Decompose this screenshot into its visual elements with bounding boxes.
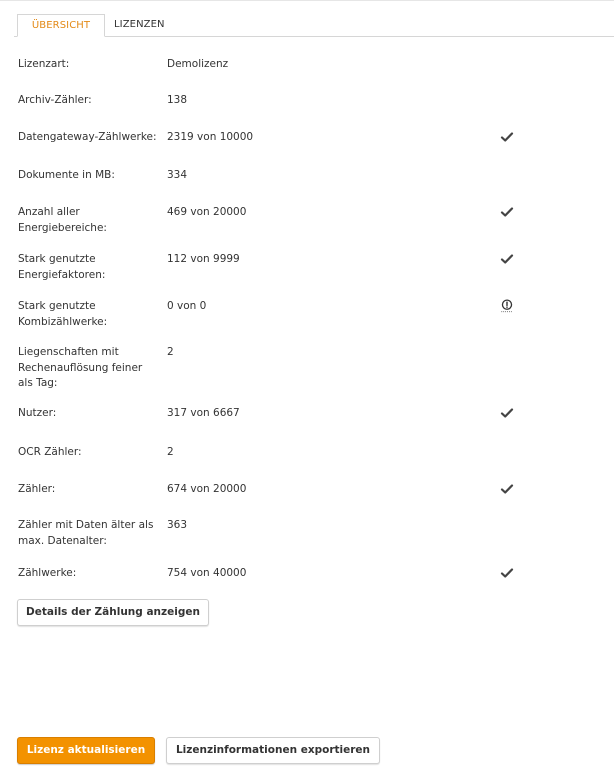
check-icon (500, 205, 514, 219)
check-icon (500, 130, 514, 144)
row-label: Zähler: (18, 483, 56, 495)
row-label: Anzahl aller Energiebereiche: (18, 206, 107, 234)
row-value: 2 (167, 346, 174, 358)
row-label: Lizenzart: (18, 58, 70, 70)
row-value: 334 (167, 169, 188, 181)
row-value: 363 (167, 519, 188, 531)
row-value: 112 von 9999 (167, 253, 240, 265)
details-button[interactable]: Details der Zählung anzeigen (17, 599, 209, 626)
row-label: Zähler mit Daten älter als max. Datenalter: (18, 519, 154, 547)
row-value: 469 von 20000 (167, 206, 247, 218)
row-value: 2319 von 10000 (167, 131, 254, 143)
row-label: Nutzer: (18, 407, 57, 419)
tab-uebersicht[interactable]: ÜBERSICHT (17, 14, 105, 37)
row-label: Liegenschaften mit Rechenauflösung feiner als Tag: (18, 346, 143, 389)
check-icon (500, 406, 514, 420)
row-label: Stark genutzte Kombizählwerke: (18, 300, 108, 328)
row-label: OCR Zähler: (18, 446, 82, 458)
row-value: 317 von 6667 (167, 407, 240, 419)
update-license-button[interactable]: Lizenz aktualisieren (17, 737, 155, 764)
row-value: 2 (167, 446, 174, 458)
row-label: Dokumente in MB: (18, 169, 115, 181)
row-label: Datengateway-Zählwerke: (18, 131, 157, 143)
row-label: Archiv-Zähler: (18, 94, 92, 106)
top-divider (0, 0, 614, 1)
row-value: Demolizenz (167, 58, 229, 70)
row-value: 0 von 0 (167, 300, 207, 312)
check-icon (500, 252, 514, 266)
row-label: Zählwerke: (18, 567, 77, 579)
check-icon (500, 482, 514, 496)
warning-icon[interactable] (500, 299, 514, 313)
tab-lizenzen[interactable]: LIZENZEN (114, 19, 165, 30)
row-value: 138 (167, 94, 188, 106)
check-icon (500, 566, 514, 580)
row-value: 674 von 20000 (167, 483, 247, 495)
tab-bar (14, 14, 614, 37)
row-value: 754 von 40000 (167, 567, 247, 579)
row-label: Stark genutzte Energiefaktoren: (18, 253, 106, 281)
export-license-button[interactable]: Lizenzinformationen exportieren (166, 737, 380, 764)
